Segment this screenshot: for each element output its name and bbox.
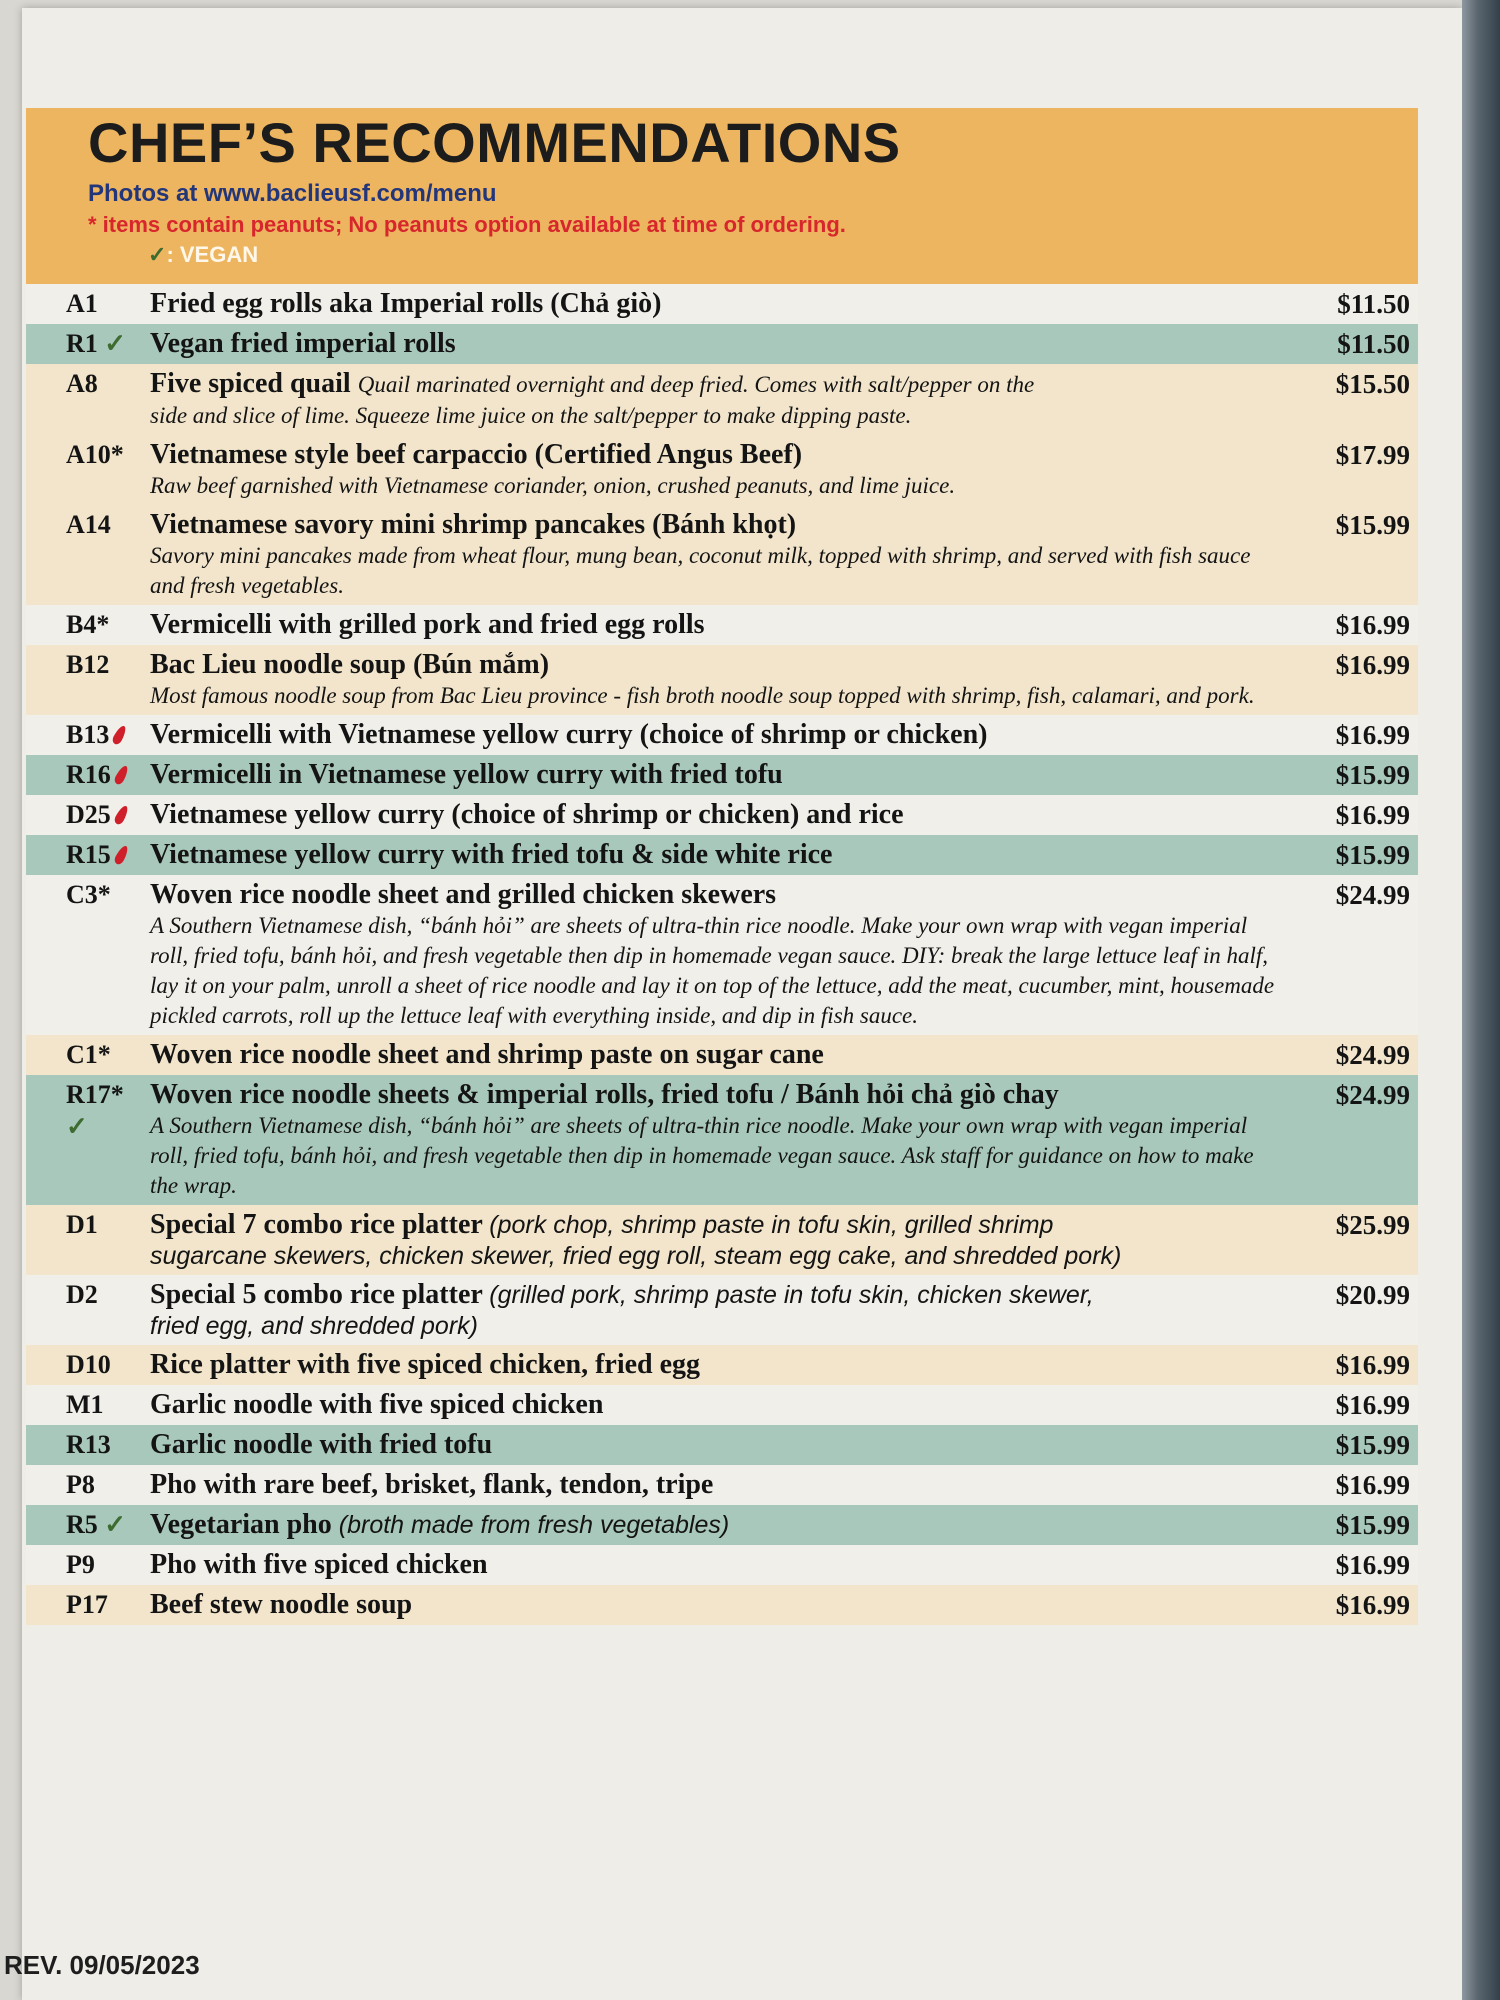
item-name: Vermicelli with Vietnamese yellow curry (choice of shrimp or chicken) (150, 719, 988, 750)
item-code-text: B13 (66, 720, 110, 749)
item-name: Vietnamese style beef carpaccio (Certified Angus Beef) (150, 439, 803, 470)
item-code (38, 1079, 150, 1143)
item-name: Garlic noodle with fried tofu (150, 1429, 493, 1460)
item-description: side and slice of lime. Squeeze lime juice on the salt/pepper to make dipping paste. (150, 403, 912, 428)
vegan-key (88, 242, 1404, 268)
item-price: $24.99 (1335, 1080, 1410, 1110)
item-name: Bac Lieu noodle soup (Bún mắm) (150, 649, 550, 680)
item-code-text: R1 (66, 329, 98, 358)
item-price: $16.99 (1335, 1350, 1410, 1380)
item-code: A10* (66, 440, 124, 469)
chili-pepper-icon (111, 724, 128, 746)
item-price: $16.99 (1335, 650, 1410, 680)
item-price: $11.50 (1337, 289, 1410, 319)
vegan-key-label: : VEGAN (166, 242, 259, 267)
menu-item (26, 324, 1418, 364)
item-description: sugarcane skewers, chicken skewer, fried egg roll, steam egg cake, and shredded pork) (150, 1242, 1122, 1270)
menu-item (26, 1545, 1418, 1585)
menu-item (26, 645, 1418, 715)
item-price: $15.99 (1335, 760, 1410, 790)
menu-item (26, 1425, 1418, 1465)
item-name: Five spiced quail (150, 368, 351, 399)
item-price: $20.99 (1335, 1280, 1410, 1310)
item-price: $24.99 (1335, 1040, 1410, 1070)
item-price: $16.99 (1335, 1550, 1410, 1580)
item-name: Pho with rare beef, brisket, flank, tendon, tripe (150, 1469, 714, 1500)
item-price: $15.99 (1335, 1430, 1410, 1460)
vegan-icon: ✓ (104, 329, 127, 358)
item-price: $15.99 (1335, 1510, 1410, 1540)
item-description: fried egg, and shredded pork) (150, 1312, 478, 1340)
item-name: Fried egg rolls aka Imperial rolls (Chả giò) (150, 288, 662, 319)
menu-item (26, 755, 1418, 795)
menu-item (26, 505, 1418, 605)
item-code: P9 (66, 1550, 95, 1579)
menu-item (26, 715, 1418, 755)
item-name: Vermicelli with grilled pork and fried egg rolls (150, 609, 705, 640)
menu-item (26, 1035, 1418, 1075)
item-code: B12 (66, 650, 110, 679)
item-code: D10 (66, 1350, 111, 1379)
item-code (38, 328, 150, 360)
item-price: $25.99 (1335, 1210, 1410, 1240)
item-price: $16.99 (1335, 1470, 1410, 1500)
menu-item (26, 1205, 1418, 1275)
revision-date: REV. 09/05/2023 (4, 1950, 200, 1980)
item-price: $16.99 (1335, 610, 1410, 640)
menu-section (26, 108, 1418, 1625)
menu-item (26, 1505, 1418, 1545)
menu-item (26, 1465, 1418, 1505)
item-code: C3* (66, 880, 111, 909)
item-code-text: R15 (66, 840, 111, 869)
item-name: Vermicelli in Vietnamese yellow curry with fried tofu (150, 759, 783, 790)
item-name: Beef stew noodle soup (150, 1589, 413, 1620)
item-name: Pho with five spiced chicken (150, 1549, 488, 1580)
item-name: Garlic noodle with five spiced chicken (150, 1389, 604, 1420)
binder-edge (1462, 0, 1500, 2000)
item-description-inline: (broth made from fresh vegetables) (338, 1511, 730, 1539)
item-description: A Southern Vietnamese dish, “bánh hỏi” are sheets of ultra-thin rice noodle. Make your own wrap with vegan imperial roll, fried tofu, bánh hỏi, and fresh vegetable then dip in homemade vegan sauce. DIY: break the large lettuce leaf in half, lay it on your palm, unroll a sheet of rice noodle and lay it on top of the lettuce, add the meat, cucumber, mint, housemade pickled carrots, roll up the lettuce leaf with everything inside, and dip in fish sauce. (150, 913, 1275, 1028)
menu-item (26, 1345, 1418, 1385)
item-name: Vegetarian pho (150, 1509, 332, 1540)
menu-item (26, 835, 1418, 875)
chili-pepper-icon (113, 804, 130, 826)
vegan-icon: ✓ (66, 1112, 88, 1141)
item-description-inline: (pork chop, shrimp paste in tofu skin, grilled shrimp (489, 1211, 1054, 1239)
chili-pepper-icon (113, 844, 130, 866)
item-code (38, 719, 150, 751)
menu-item (26, 795, 1418, 835)
item-code: C1* (66, 1040, 111, 1069)
item-code: B4* (66, 610, 110, 639)
menu-item (26, 364, 1418, 435)
item-price: $15.99 (1335, 510, 1410, 540)
item-description-inline: Quail marinated overnight and deep fried. Comes with salt/pepper on the (357, 372, 1035, 397)
item-description: A Southern Vietnamese dish, “bánh hỏi” are sheets of ultra-thin rice noodle. Make your own wrap with vegan imperial roll, fried tofu, bánh hỏi, and fresh vegetable then dip in homemade vegan sauce. Ask staff for guidance on how to make the wrap. (150, 1113, 1254, 1198)
item-code (38, 1509, 150, 1541)
item-price: $16.99 (1335, 1590, 1410, 1620)
menu-item (26, 875, 1418, 1035)
item-code: P17 (66, 1590, 108, 1619)
item-price: $16.99 (1335, 720, 1410, 750)
item-code: R13 (66, 1430, 111, 1459)
item-code-text: R5 (66, 1510, 98, 1539)
chili-pepper-icon (113, 764, 130, 786)
item-name: Vietnamese savory mini shrimp pancakes (Bánh khọt) (150, 509, 797, 540)
item-code: D2 (66, 1280, 98, 1309)
item-name: Vegan fried imperial rolls (150, 328, 456, 359)
peanut-note: * items contain peanuts; No peanuts option available at time of ordering. (88, 212, 846, 237)
item-code: A8 (66, 369, 98, 398)
item-price: $24.99 (1335, 880, 1410, 910)
item-price: $16.99 (1335, 800, 1410, 830)
item-code-text: R17* (66, 1080, 124, 1109)
menu-item (26, 435, 1418, 505)
item-code-text: D25 (66, 800, 111, 829)
item-price: $11.50 (1337, 329, 1410, 359)
menu-item (26, 1275, 1418, 1345)
item-code (38, 839, 150, 871)
item-name: Vietnamese yellow curry (choice of shrimp or chicken) and rice (150, 799, 904, 830)
item-name: Woven rice noodle sheet and shrimp paste on sugar cane (150, 1039, 824, 1070)
item-description: Savory mini pancakes made from wheat flour, mung bean, coconut milk, topped with shrimp, and served with fish sauce and fresh vegetables. (150, 543, 1251, 598)
menu-item (26, 284, 1418, 324)
item-price: $17.99 (1335, 440, 1410, 470)
item-code: A14 (66, 510, 111, 539)
item-name: Woven rice noodle sheet and grilled chicken skewers (150, 879, 777, 910)
menu-item (26, 1385, 1418, 1425)
item-name: Vietnamese yellow curry with fried tofu & side white rice (150, 839, 833, 870)
item-name: Special 7 combo rice platter (150, 1209, 483, 1240)
page-title: CHEF’S RECOMMENDATIONS (88, 111, 901, 174)
item-code: P8 (66, 1470, 95, 1499)
vegan-icon: ✓ (104, 1510, 127, 1539)
item-name: Woven rice noodle sheets & imperial rolls, fried tofu / Bánh hỏi chả giò chay (150, 1079, 1059, 1110)
menu-item (26, 605, 1418, 645)
item-price: $15.50 (1335, 369, 1410, 399)
photos-link[interactable]: Photos at www.baclieusf.com/menu (88, 180, 497, 207)
menu-item (26, 1075, 1418, 1205)
item-description: Most famous noodle soup from Bac Lieu province - fish broth noodle soup topped with shrimp, fish, calamari, and pork. (150, 683, 1255, 708)
vegan-icon: ✓ (148, 242, 167, 267)
item-name: Rice platter with five spiced chicken, fried egg (150, 1349, 701, 1380)
item-code: M1 (66, 1390, 104, 1419)
menu-item (26, 1585, 1418, 1625)
item-code (38, 759, 150, 791)
item-name: Special 5 combo rice platter (150, 1279, 483, 1310)
item-code: A1 (66, 289, 98, 318)
item-price: $16.99 (1335, 1390, 1410, 1420)
item-price: $15.99 (1335, 840, 1410, 870)
item-code: D1 (66, 1210, 98, 1239)
menu-header (26, 108, 1418, 284)
item-code (38, 799, 150, 831)
item-description-inline: (grilled pork, shrimp paste in tofu skin, chicken skewer, (489, 1281, 1094, 1309)
item-description: Raw beef garnished with Vietnamese coriander, onion, crushed peanuts, and lime juice. (150, 473, 956, 498)
item-code-text: R16 (66, 760, 111, 789)
